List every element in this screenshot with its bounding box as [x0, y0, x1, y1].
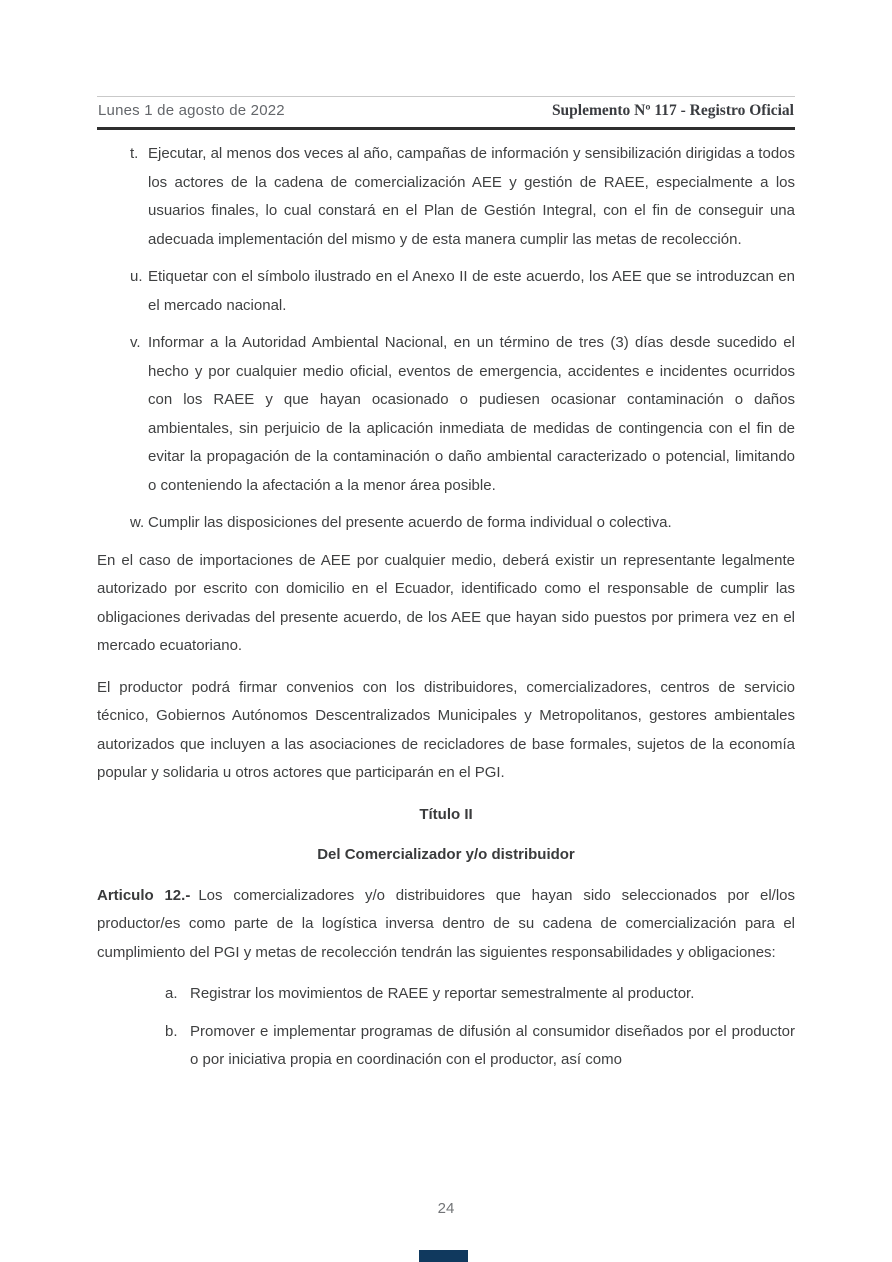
paragraph-importaciones: En el caso de importaciones de AEE por cualquier medio, deberá existir un representante legalmente autorizado por escrito con domicilio en el Ecuador, identificado como el responsable de cumplir las obligaciones derivadas del presente acuerdo, de los AEE que hayan sido puestos por primera vez en el mercado ecuatoriano.: [97, 551, 795, 654]
header-edition: Suplemento Nº 117 - Registro Oficial: [551, 102, 794, 119]
paragraph-convenios: El productor podrá firmar convenios con los distribuidores, comercializadores, centros de servicio técnico, Gobiernos Autónomos Descentralizados Municipales y Metropolitanos, gestores ambientales autorizados que incluyen a las asociaciones de recicladores de base formales, sujetos de la economía popular y solidaria u otros actores que participarán en el PGI.: [97, 678, 795, 781]
list-marker: t.: [130, 145, 139, 162]
list-text: Informar a la Autoridad Ambiental Nacional, en un término de tres (3) días desde sucedido el hecho y por cualquier medio oficial, eventos de emergencia, accidentes e incidentes ocurridos con los RAEE y que hayan ocasionado o pudiesen ocasionar contaminación o daños ambientales, sin perjuicio de la aplicación inmediata de medidas de contingencia con el fin de evitar la propagación de la contaminación o daño ambiental caracterizado o potencial, limitando o conteniendo la afectación a la menor área posible.: [148, 334, 795, 494]
header-bottom-rule: [97, 127, 795, 130]
header-date: Lunes 1 de agosto de 2022: [98, 102, 285, 119]
list-item-t: [97, 140, 795, 254]
list-item-w: [97, 509, 795, 538]
header-row: [97, 97, 795, 127]
document-body: [97, 140, 795, 1084]
list-marker: u.: [130, 268, 143, 285]
list-item-b: [97, 1018, 795, 1075]
list-marker: b.: [165, 1022, 178, 1040]
list-text: Ejecutar, al menos dos veces al año, campañas de información y sensibilización dirigidas a todos los actores de la cadena de comercialización AEE y gestión de RAEE, especialmente a los usuarios finales, lo cual constará en el Plan de Gestión Integral, con el fin de conseguir una adecuada implementación del mismo y de esta manera cumplir las metas de recolección.: [148, 145, 795, 248]
list-marker: v.: [130, 334, 141, 351]
section-subtitle: Del Comercializador y/o distribuidor: [317, 846, 575, 863]
list-item-a: [97, 980, 795, 1009]
list-text: Cumplir las disposiciones del presente acuerdo de forma individual o colectiva.: [148, 514, 672, 531]
list-marker: a.: [165, 985, 178, 1002]
article-text: Los comercializadores y/o distribuidores que hayan sido seleccionados por el/los productor/es como parte de la logística inversa dentro de su cadena de comercialización para el cumplimiento del PGI y metas de recolección tendrán las siguientes responsabilidades y obligaciones:: [97, 886, 795, 961]
page-header: [97, 96, 795, 130]
list-marker: w.: [130, 514, 145, 531]
list-text: Promover e implementar programas de difusión al consumidor diseñados por el productor o por iniciativa propia en coordinación con el productor, así como: [190, 1022, 795, 1068]
article-12-paragraph: [97, 882, 795, 968]
article-label: Articulo 12.-: [97, 886, 191, 904]
list-text: Registrar los movimientos de RAEE y reportar semestralmente al productor.: [190, 985, 695, 1002]
list-item-v: [97, 329, 795, 500]
section-title: Título II: [419, 805, 473, 823]
page-number: 24: [437, 1200, 455, 1217]
list-text: Etiquetar con el símbolo ilustrado en el Anexo II de este acuerdo, los AEE que se introduzcan en el mercado nacional.: [148, 268, 795, 314]
list-item-u: [97, 263, 795, 320]
footer-accent-bar: [419, 1250, 468, 1262]
